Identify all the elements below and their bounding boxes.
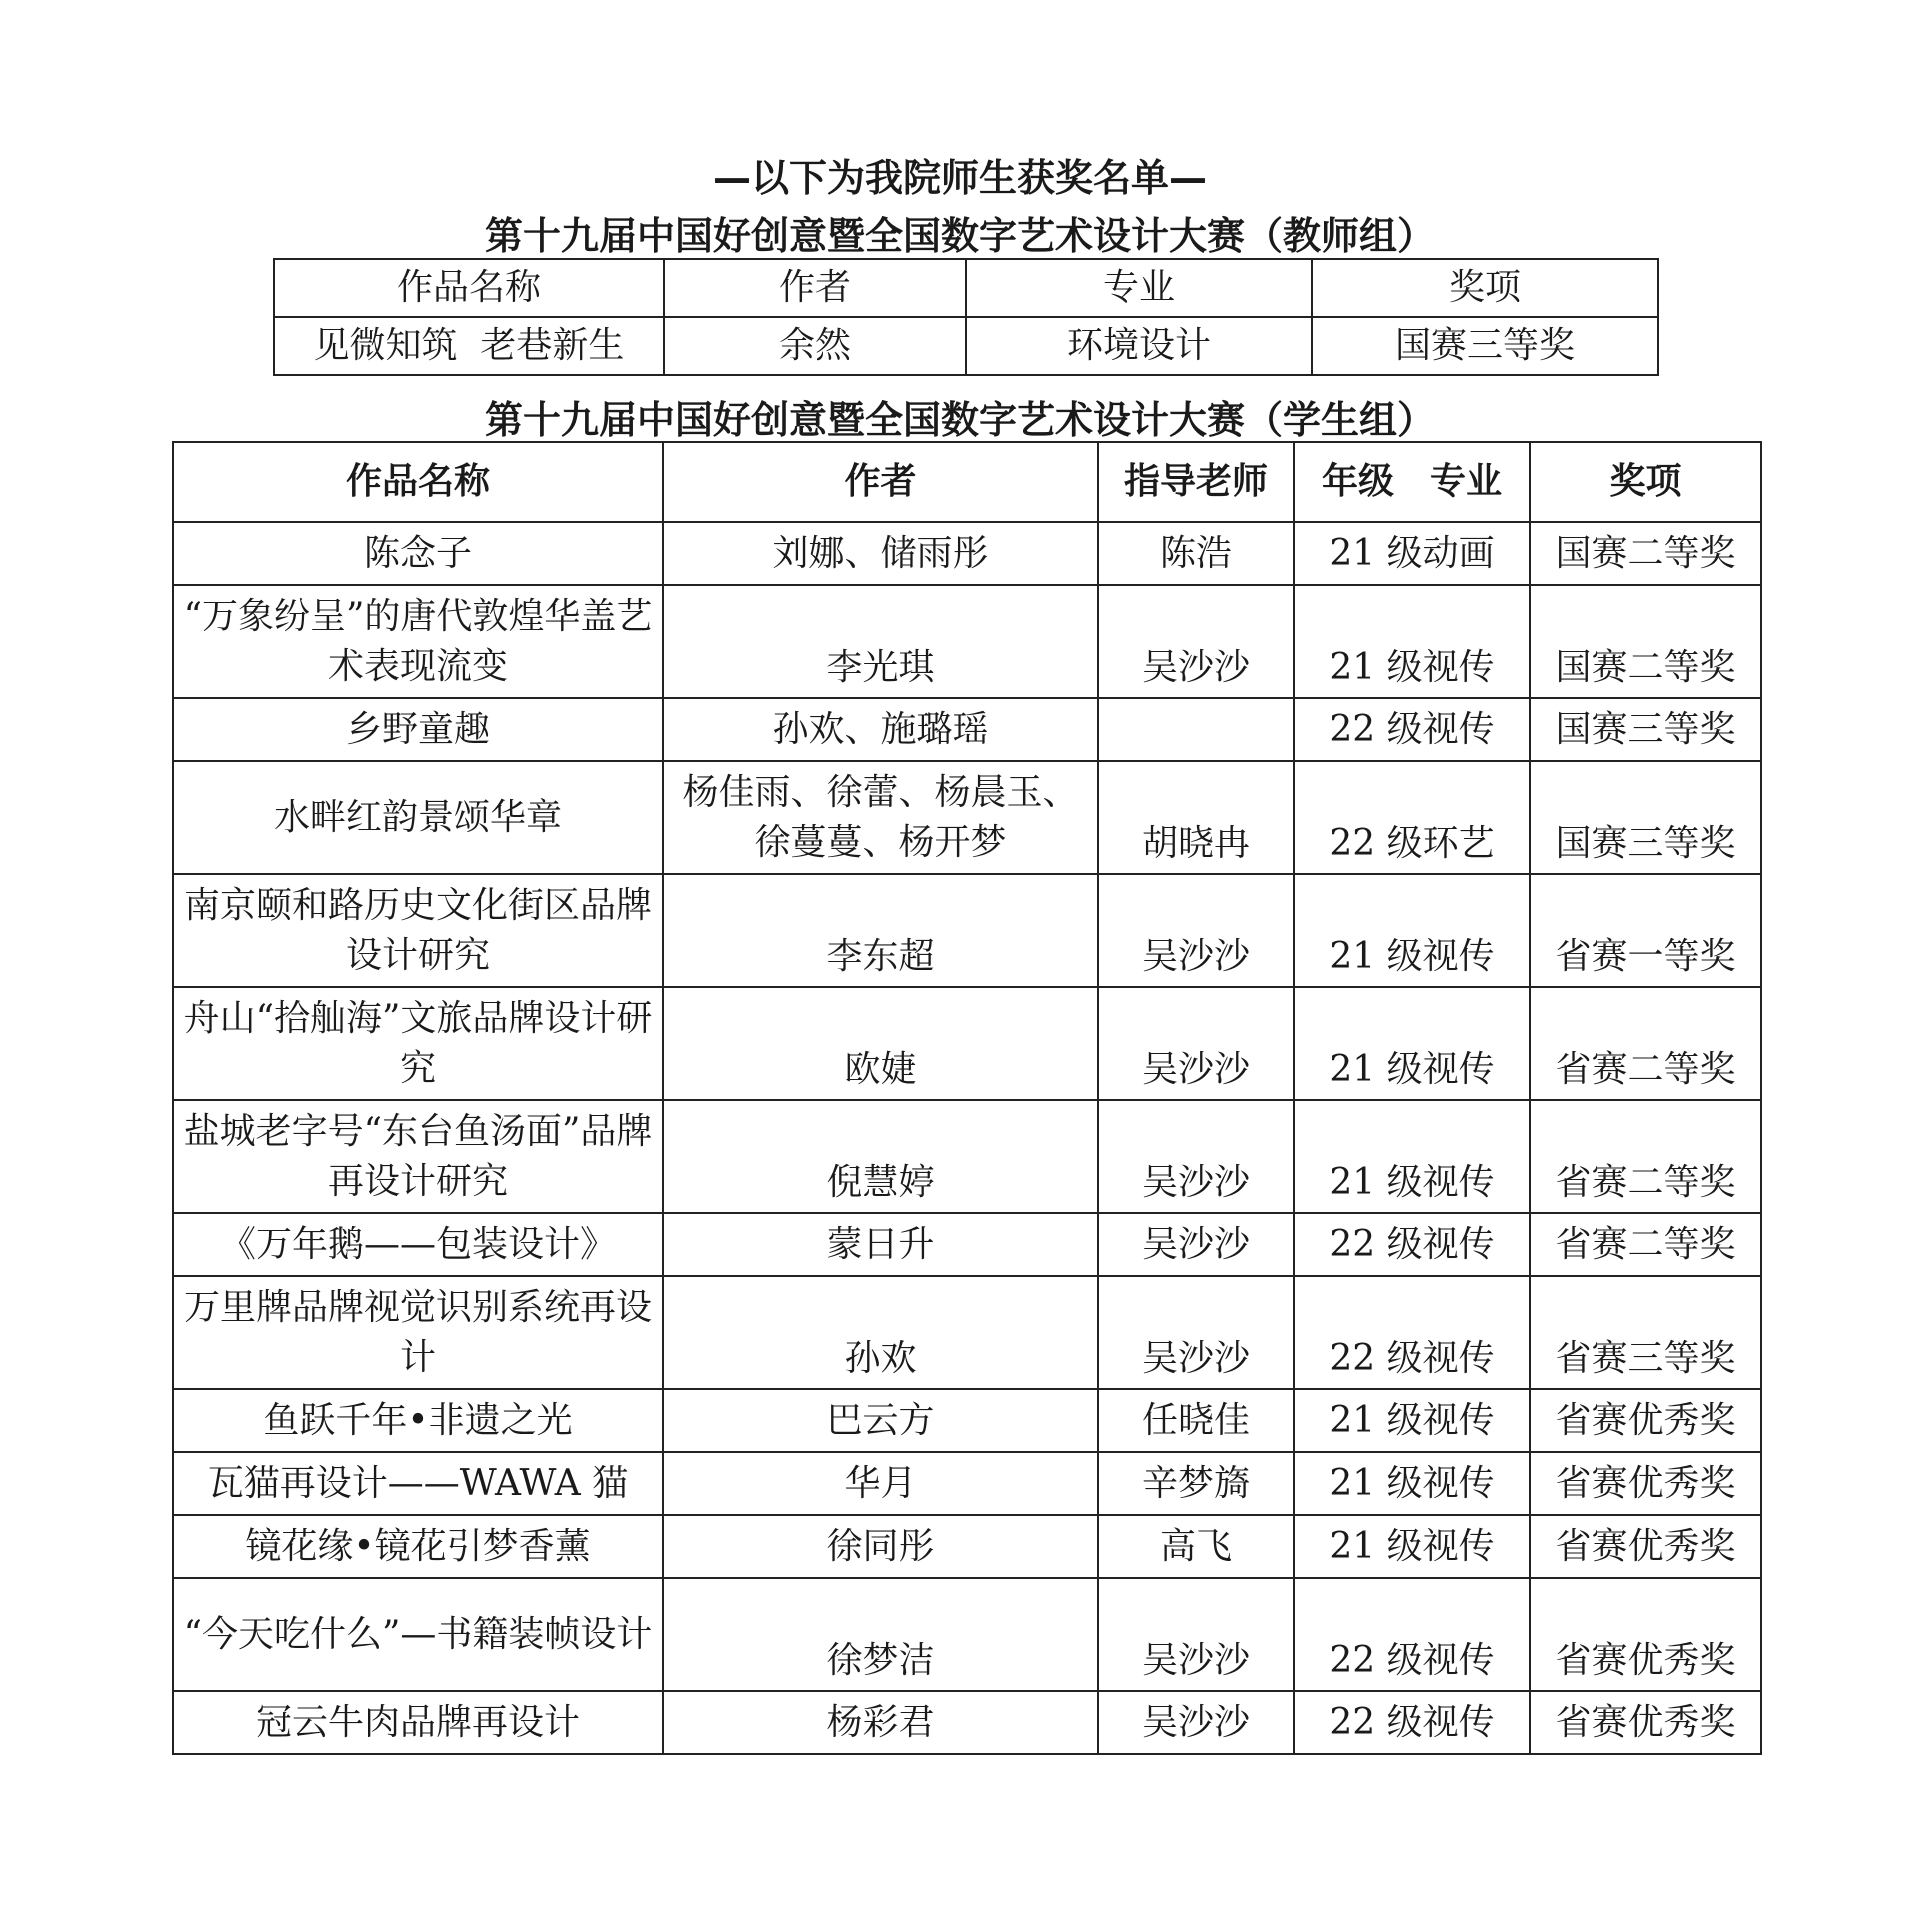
table-row [173,585,1761,698]
cell-author: 徐同彤 [663,1515,1098,1578]
table-row [173,1515,1761,1578]
cell-author: 杨彩君 [663,1691,1098,1754]
cell-award: 国赛二等奖 [1530,585,1761,698]
cell-grade-major: 22 级环艺 [1294,761,1530,874]
cell-major: 环境设计 [966,317,1312,375]
cell-advisor: 吴沙沙 [1098,1578,1294,1691]
cell-grade-major: 21 级视传 [1294,1100,1530,1213]
cell-grade-major: 22 级视传 [1294,1578,1530,1691]
cell-work-name: “万象纷呈”的唐代敦煌华盖艺术表现流变 [173,585,663,698]
cell-grade-major: 21 级动画 [1294,522,1530,585]
cell-work-name: 冠云牛肉品牌再设计 [173,1691,663,1754]
cell-grade-major: 22 级视传 [1294,1276,1530,1389]
header-author: 作者 [664,259,966,317]
cell-work-name: 鱼跃千年•非遗之光 [173,1389,663,1452]
table-row [173,761,1761,874]
cell-advisor: 吴沙沙 [1098,585,1294,698]
cell-author: 蒙日升 [663,1213,1098,1276]
cell-work-name: 万里牌品牌视觉识别系统再设计 [173,1276,663,1389]
table-row [173,1213,1761,1276]
cell-award: 国赛三等奖 [1312,317,1658,375]
cell-grade-major: 21 级视传 [1294,1389,1530,1452]
table-header-row [173,442,1761,522]
cell-award: 省赛优秀奖 [1530,1691,1761,1754]
cell-work-name: 陈念子 [173,522,663,585]
cell-advisor: 吴沙沙 [1098,1691,1294,1754]
cell-work-name: 瓦猫再设计——WAWA 猫 [173,1452,663,1515]
cell-work-name: “今天吃什么”—书籍装帧设计 [173,1578,663,1691]
cell-author: 孙欢 [663,1276,1098,1389]
cell-work-name: 舟山“拾舢海”文旅品牌设计研究 [173,987,663,1100]
table-row [173,1389,1761,1452]
cell-author: 刘娜、储雨彤 [663,522,1098,585]
table-row [173,522,1761,585]
cell-grade-major: 21 级视传 [1294,874,1530,987]
table-row [173,1276,1761,1389]
cell-grade-major: 22 级视传 [1294,698,1530,761]
table-row [173,1578,1761,1691]
header-work-name: 作品名称 [173,442,663,522]
cell-award: 省赛二等奖 [1530,1100,1761,1213]
teacher-section-heading: 第十九届中国好创意暨全国数字艺术设计大赛（教师组） [484,214,1435,258]
cell-author: 李东超 [663,874,1098,987]
table-row [274,317,1658,375]
cell-author: 欧婕 [663,987,1098,1100]
cell-grade-major: 21 级视传 [1294,987,1530,1100]
cell-award: 国赛三等奖 [1530,698,1761,761]
cell-author: 华月 [663,1452,1098,1515]
cell-advisor: 高飞 [1098,1515,1294,1578]
student-award-table [172,441,1762,1755]
cell-advisor: 吴沙沙 [1098,874,1294,987]
cell-author: 徐梦洁 [663,1578,1098,1691]
cell-grade-major: 21 级视传 [1294,1452,1530,1515]
cell-award: 省赛优秀奖 [1530,1389,1761,1452]
cell-work-name: 南京颐和路历史文化街区品牌设计研究 [173,874,663,987]
cell-award: 省赛优秀奖 [1530,1515,1761,1578]
cell-advisor: 吴沙沙 [1098,1276,1294,1389]
cell-author: 倪慧婷 [663,1100,1098,1213]
cell-work-name: 乡野童趣 [173,698,663,761]
cell-advisor: 吴沙沙 [1098,1100,1294,1213]
header-work-name: 作品名称 [274,259,664,317]
cell-award: 省赛二等奖 [1530,1213,1761,1276]
cell-award: 省赛三等奖 [1530,1276,1761,1389]
cell-author: 巴云方 [663,1389,1098,1452]
cell-advisor: 任晓佳 [1098,1389,1294,1452]
cell-author: 孙欢、施璐瑶 [663,698,1098,761]
page-title: —以下为我院师生获奖名单— [712,156,1207,200]
cell-advisor [1098,698,1294,761]
cell-work-name: 见微知筑 老巷新生 [274,317,664,375]
table-row [173,1452,1761,1515]
header-major: 专业 [966,259,1312,317]
table-row [173,1100,1761,1213]
cell-grade-major: 22 级视传 [1294,1213,1530,1276]
cell-grade-major: 21 级视传 [1294,585,1530,698]
cell-work-name: 《万年鹅——包装设计》 [173,1213,663,1276]
cell-advisor: 辛梦旖 [1098,1452,1294,1515]
cell-work-name: 镜花缘•镜花引梦香薰 [173,1515,663,1578]
table-row [173,698,1761,761]
cell-grade-major: 22 级视传 [1294,1691,1530,1754]
cell-award: 国赛三等奖 [1530,761,1761,874]
cell-award: 省赛优秀奖 [1530,1452,1761,1515]
cell-award: 省赛优秀奖 [1530,1578,1761,1691]
table-row [173,874,1761,987]
cell-advisor: 吴沙沙 [1098,987,1294,1100]
student-section-heading: 第十九届中国好创意暨全国数字艺术设计大赛（学生组） [484,398,1435,442]
cell-grade-major: 21 级视传 [1294,1515,1530,1578]
table-header-row [274,259,1658,317]
teacher-award-table [273,258,1659,376]
cell-advisor: 陈浩 [1098,522,1294,585]
header-author: 作者 [663,442,1098,522]
table-row [173,1691,1761,1754]
cell-advisor: 胡晓冉 [1098,761,1294,874]
cell-work-name: 水畔红韵景颂华章 [173,761,663,874]
table-row [173,987,1761,1100]
cell-advisor: 吴沙沙 [1098,1213,1294,1276]
cell-award: 省赛二等奖 [1530,987,1761,1100]
cell-author: 余然 [664,317,966,375]
cell-author: 杨佳雨、徐蕾、杨晨玉、徐蔓蔓、杨开梦 [663,761,1098,874]
cell-award: 省赛一等奖 [1530,874,1761,987]
header-award: 奖项 [1530,442,1761,522]
header-advisor: 指导老师 [1098,442,1294,522]
cell-work-name: 盐城老字号“东台鱼汤面”品牌再设计研究 [173,1100,663,1213]
cell-author: 李光琪 [663,585,1098,698]
header-grade-major: 年级 专业 [1294,442,1530,522]
header-award: 奖项 [1312,259,1658,317]
cell-award: 国赛二等奖 [1530,522,1761,585]
